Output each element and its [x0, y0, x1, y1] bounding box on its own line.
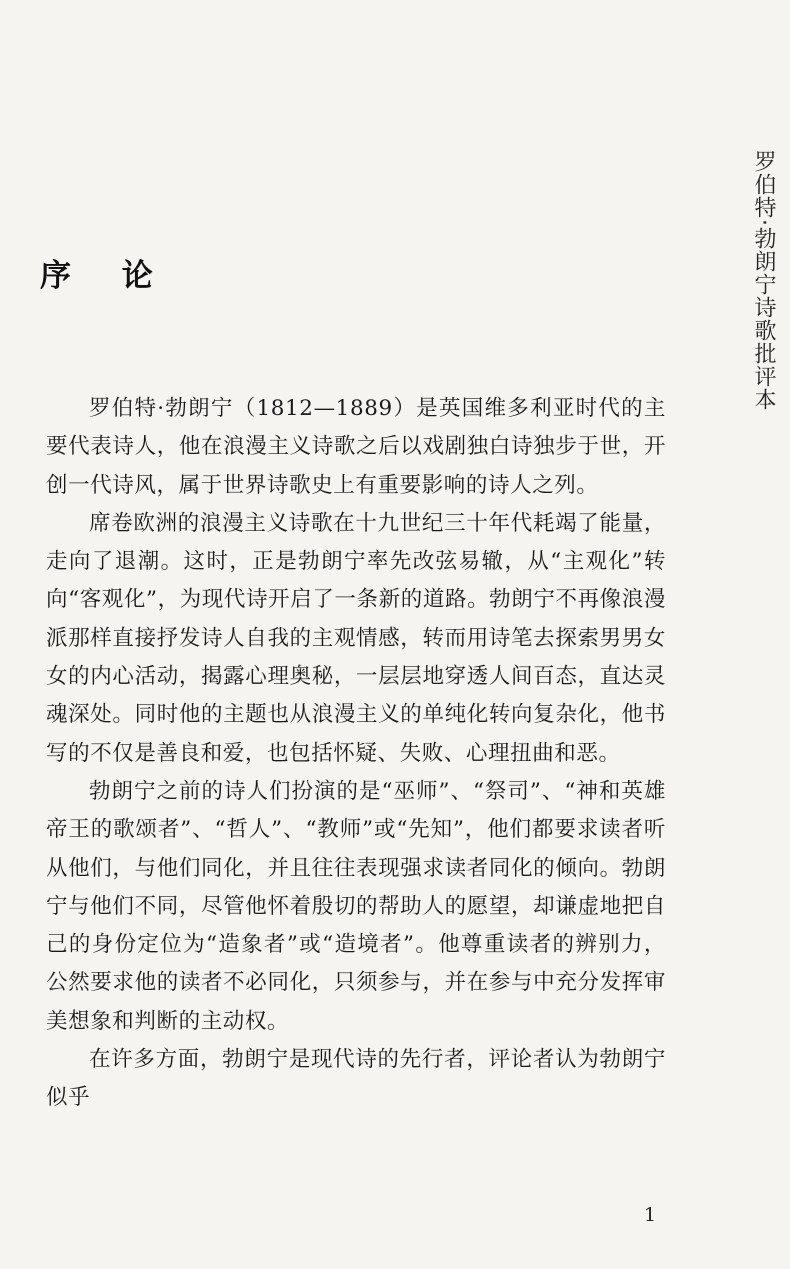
paragraph: 在许多方面，勃朗宁是现代诗的先行者，评论者认为勃朗宁似乎 — [46, 1047, 666, 1111]
page-number: 1 — [644, 1204, 657, 1226]
paragraph: 勃朗宁之前的诗人们扮演的是“巫师”、“祭司”、“神和英雄帝王的歌颂者”、“哲人”、“教师”或“先知”，他们都要求读者听从他们，与他们同化，并且往往表现强求读者同化的倾向。勃朗宁与他们不同，尽管他怀着殷切的帮助人的愿望，却谦虚地把自己的身份定位为“造象者”或“造境者”。他尊重读者的辨别力，公然要求他的读者不必同化，只须参与，并在参与中充分发挥审美想象和判断的主动权。 — [46, 778, 666, 1034]
paragraph: 罗伯特·勃朗宁（1812—1889）是英国维多利亚时代的主要代表诗人，他在浪漫主义诗歌之后以戏剧独白诗独步于世，开创一代诗风，属于世界诗歌史上有重要影响的诗人之列。 — [46, 396, 666, 498]
chapter-title: 序 论 — [40, 258, 173, 294]
running-head: 罗伯特·勃朗宁诗歌批评本 — [751, 150, 776, 411]
body-text — [46, 390, 666, 1118]
paragraph: 席卷欧洲的浪漫主义诗歌在十九世纪三十年代耗竭了能量，走向了退潮。这时，正是勃朗宁率先改弦易辙，从“主观化”转向“客观化”，为现代诗开启了一条新的道路。勃朗宁不再像浪漫派那样直接抒发诗人自我的主观情感，转而用诗笔去探索男男女女的内心活动，揭露心理奥秘，一层层地穿透人间百态，直达灵魂深处。同时他的主题也从浪漫主义的单纯化转向复杂化，他书写的不仅是善良和爱，也包括怀疑、失败、心理扭曲和恶。 — [46, 510, 666, 766]
